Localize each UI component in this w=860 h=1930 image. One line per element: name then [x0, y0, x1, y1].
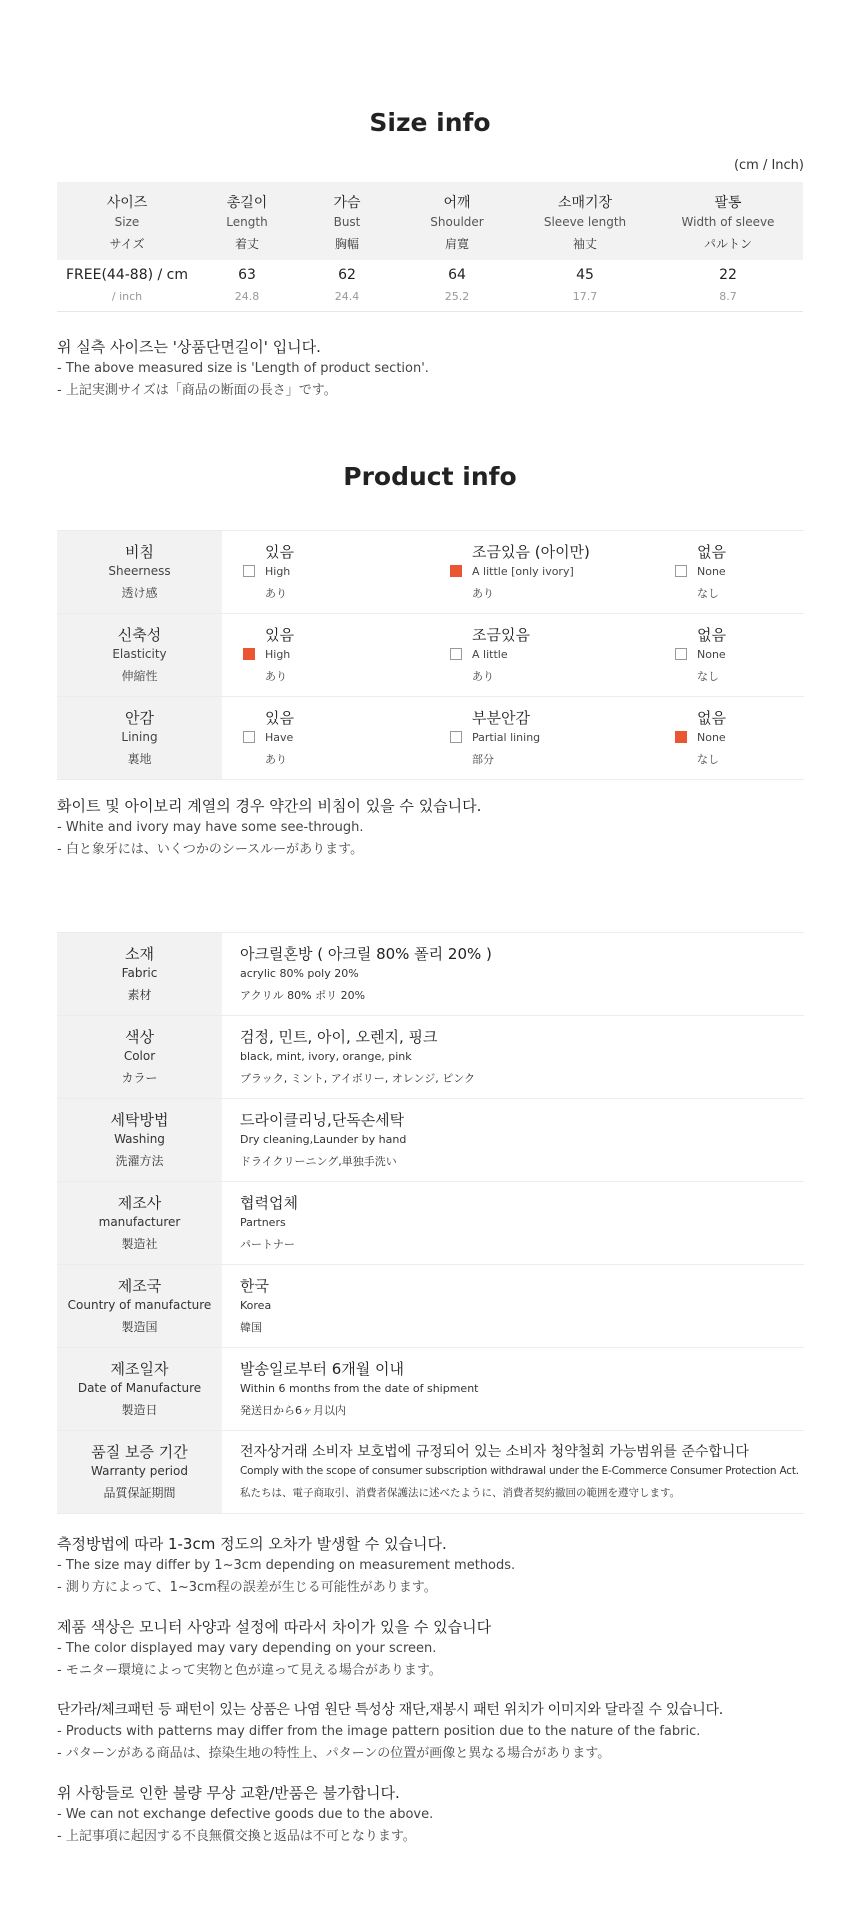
- notice-exchange: [57, 1782, 433, 1848]
- label-en: Warranty period: [91, 1464, 188, 1478]
- size-cell: [517, 260, 653, 312]
- option-ko: 없음: [697, 543, 726, 561]
- notice-color: [57, 1616, 491, 1682]
- value-jp: 韓国: [240, 1321, 262, 1334]
- size-header-shoulder: [397, 182, 517, 260]
- note-line: - モニター環境によって実物と色が違って見える場合があります。: [57, 1663, 442, 1678]
- option-en: A little [only ivory]: [472, 565, 574, 578]
- label-ko: 신축성: [117, 626, 162, 644]
- size-cell: [197, 260, 297, 312]
- product-info-row-sheerness: [57, 531, 804, 614]
- note-line: - 白と象牙には、いくつかのシースルーがあります。: [57, 842, 364, 857]
- option-ko: 조금있음: [472, 626, 530, 644]
- product-info-row-lining: [57, 697, 804, 780]
- checkbox-icon: [675, 565, 687, 577]
- option-en: None: [697, 648, 726, 661]
- checkbox-icon: [450, 731, 462, 743]
- label-en: Color: [123, 1049, 156, 1063]
- header-ko: 총길이: [226, 195, 268, 211]
- size-note: [57, 336, 429, 402]
- value-en: Partners: [240, 1216, 286, 1229]
- detail-row-warranty: [57, 1431, 804, 1514]
- size-header-length: [197, 182, 297, 260]
- option-jp: あり: [265, 670, 287, 683]
- value-en: Dry cleaning,Launder by hand: [240, 1133, 407, 1146]
- value-ko: 아크릴혼방 ( 아크릴 80% 폴리 20% ): [240, 945, 492, 963]
- label-ko: 색상: [125, 1028, 154, 1046]
- label-ko: 세탁방법: [110, 1111, 169, 1129]
- row-label: [57, 697, 222, 779]
- note-line: - 上記事項に起因する不良無償交換と返品は不可となります。: [57, 1829, 416, 1844]
- note-head: 화이트 및 아이보리 계열의 경우 약간의 비침이 있을 수 있습니다.: [57, 797, 482, 815]
- header-jp: 袖丈: [572, 237, 597, 251]
- label-jp: 伸縮性: [121, 669, 158, 683]
- value-en: Korea: [240, 1299, 272, 1312]
- label-jp: 製造日: [121, 1403, 158, 1417]
- option-jp: なし: [697, 753, 719, 766]
- label-en: Sheerness: [108, 564, 171, 578]
- detail-row-color: [57, 1016, 804, 1099]
- label-jp: 品質保証期間: [103, 1486, 176, 1500]
- detail-row-manufacturer: [57, 1182, 804, 1265]
- size-cell: [653, 260, 803, 312]
- option: [675, 614, 795, 696]
- option-en: Partial lining: [472, 731, 541, 744]
- value-ko: 한국: [240, 1277, 269, 1295]
- note-line: - Products with patterns may differ from the image pattern position due to the nature of the fabric.: [57, 1724, 701, 1739]
- header-jp: パルトン: [703, 237, 752, 251]
- label-ko: 소재: [125, 945, 154, 963]
- label-jp: カラー: [121, 1071, 158, 1085]
- option: [243, 531, 443, 613]
- option: [450, 614, 650, 696]
- row-label: [57, 1431, 222, 1513]
- row-label: [57, 531, 222, 613]
- row-label: [57, 933, 222, 1015]
- label-ko: 제조국: [117, 1277, 162, 1295]
- value-ko: 협력업체: [240, 1194, 298, 1212]
- label-en: Date of Manufacture: [77, 1381, 202, 1395]
- value-jp: ドライクリーニング,単独手洗い: [240, 1155, 397, 1168]
- notice-measurement: [57, 1533, 515, 1599]
- option-en: None: [697, 731, 726, 744]
- label-en: Elasticity: [112, 647, 167, 661]
- cell-inch: 17.7: [572, 290, 598, 303]
- note-line: - The color displayed may vary depending on your screen.: [57, 1641, 437, 1656]
- row-label: [57, 1016, 222, 1098]
- cell-inch: 24.4: [334, 290, 360, 303]
- label-en: manufacturer: [98, 1215, 181, 1229]
- detail-row-date: [57, 1348, 804, 1431]
- option-jp: なし: [697, 670, 719, 683]
- value-jp: 私たちは、電子商取引、消費者保護法に述べたように、消費者契約撤回の範囲を遵守します。: [240, 1487, 681, 1499]
- option-ko: 조금있음 (아이만): [472, 543, 590, 561]
- note-head: 측정방법에 따라 1-3cm 정도의 오차가 발생할 수 있습니다.: [57, 1535, 447, 1553]
- option-ko: 없음: [697, 626, 726, 644]
- option: [450, 531, 650, 613]
- label-ko: 비침: [125, 543, 154, 561]
- row-value: [240, 1348, 804, 1430]
- cell-inch: 8.7: [719, 290, 737, 303]
- cell-cm: 22: [719, 267, 737, 283]
- size-header-size: [57, 182, 197, 260]
- label-jp: 素材: [127, 988, 152, 1002]
- value-ko: 발송일로부터 6개월 이내: [240, 1360, 404, 1378]
- row-value: [240, 1431, 804, 1513]
- label-ko: 제조일자: [110, 1360, 169, 1378]
- option-en: High: [265, 648, 291, 661]
- size-cell: [57, 260, 197, 312]
- size-header-sleeve-width: [653, 182, 803, 260]
- note-line: - 測り方によって、1~3cm程の誤差が生じる可能性があります。: [57, 1580, 437, 1595]
- size-table: [57, 182, 803, 312]
- note-head: 제품 색상은 모니터 사양과 설정에 따라서 차이가 있을 수 있습니다: [57, 1618, 492, 1636]
- value-jp: ブラック, ミント, アイボリー, オレンジ, ピンク: [240, 1072, 475, 1085]
- option-en: Have: [265, 731, 294, 744]
- option-jp: あり: [472, 670, 494, 683]
- option-jp: あり: [265, 587, 287, 600]
- sheerness-note: [57, 795, 481, 861]
- value-ko: 드라이클리닝,단독손세탁: [240, 1111, 405, 1129]
- label-ko: 품질 보증 기간: [91, 1443, 188, 1461]
- cell-inch: 24.8: [234, 290, 260, 303]
- note-line: - The size may differ by 1~3cm depending on measurement methods.: [57, 1558, 516, 1573]
- cell-cm: 62: [338, 267, 356, 283]
- checkbox-icon: [243, 565, 255, 577]
- note-line: - White and ivory may have some see-through.: [57, 820, 364, 835]
- cell-cm: 45: [576, 267, 594, 283]
- value-en: Comply with the scope of consumer subscription withdrawal under the E-Commerce Consumer Protection Act.: [240, 1465, 799, 1477]
- detail-row-fabric: [57, 933, 804, 1016]
- checkbox-icon: [450, 565, 462, 577]
- option-ko: 부분안감: [472, 709, 530, 727]
- size-table-row: [57, 260, 803, 312]
- header-ko: 어깨: [443, 195, 471, 211]
- header-ko: 가슴: [333, 195, 361, 211]
- header-en: Shoulder: [430, 215, 484, 229]
- row-value: [240, 1265, 804, 1347]
- header-en: Size: [114, 215, 140, 229]
- size-header-sleeve-length: [517, 182, 653, 260]
- row-label: [57, 1348, 222, 1430]
- header-ko: 소매기장: [557, 195, 613, 211]
- row-label: [57, 1182, 222, 1264]
- label-jp: 製造国: [121, 1320, 158, 1334]
- detail-row-washing: [57, 1099, 804, 1182]
- notice-pattern: [57, 1699, 723, 1765]
- checkbox-icon: [675, 731, 687, 743]
- value-jp: 発送日から6ヶ月以内: [240, 1404, 346, 1417]
- header-jp: サイズ: [109, 237, 145, 251]
- size-info-title: Size info: [369, 108, 491, 137]
- header-en: Sleeve length: [543, 215, 627, 229]
- option-ko: 없음: [697, 709, 726, 727]
- value-jp: アクリル 80% ポリ 20%: [240, 989, 366, 1002]
- size-cell: [397, 260, 517, 312]
- option-jp: あり: [265, 753, 287, 766]
- value-ko: 검정, 민트, 아이, 오렌지, 핑크: [240, 1028, 438, 1046]
- header-en: Width of sleeve: [681, 215, 775, 229]
- checkbox-icon: [243, 648, 255, 660]
- cell-cm: FREE(44-88) / cm: [65, 267, 189, 283]
- note-head: 단가라/체크패턴 등 패턴이 있는 상품은 나염 원단 특성상 재단,재봉시 패턴 위치가 이미지와 달라질 수 있습니다.: [57, 1702, 723, 1718]
- product-info-title: Product info: [343, 462, 517, 491]
- option-en: High: [265, 565, 291, 578]
- label-jp: 製造社: [121, 1237, 158, 1251]
- value-en: black, mint, ivory, orange, pink: [240, 1050, 412, 1063]
- checkbox-icon: [450, 648, 462, 660]
- option-ko: 있음: [265, 626, 294, 644]
- header-jp: 着丈: [234, 237, 259, 251]
- checkbox-icon: [675, 648, 687, 660]
- product-info-row-elasticity: [57, 614, 804, 697]
- details-table: [57, 932, 804, 1514]
- label-ko: 제조사: [117, 1194, 162, 1212]
- label-en: Lining: [121, 730, 158, 744]
- label-jp: 裏地: [127, 752, 152, 766]
- label-ko: 안감: [125, 709, 154, 727]
- header-en: Length: [226, 215, 268, 229]
- note-head: 위 실측 사이즈는 '상품단면길이' 입니다.: [57, 338, 321, 356]
- size-cell: [297, 260, 397, 312]
- value-ko: 전자상거래 소비자 보호법에 규정되어 있는 소비자 청약철회 가능범위를 준수합니다: [240, 1444, 749, 1460]
- header-ko: 사이즈: [106, 195, 148, 211]
- option-en: A little: [472, 648, 508, 661]
- value-en: acrylic 80% poly 20%: [240, 967, 359, 980]
- header-ko: 팔통: [714, 195, 742, 211]
- product-info-table: [57, 530, 804, 780]
- header-jp: 肩寛: [444, 237, 469, 251]
- row-label: [57, 1099, 222, 1181]
- cell-inch: 25.2: [444, 290, 470, 303]
- cell-inch: / inch: [111, 290, 143, 303]
- size-header-bust: [297, 182, 397, 260]
- option-jp: あり: [472, 587, 494, 600]
- label-en: Washing: [114, 1132, 165, 1146]
- row-value: [240, 1099, 804, 1181]
- option-ko: 있음: [265, 543, 294, 561]
- row-value: [240, 1016, 804, 1098]
- option-jp: 部分: [472, 753, 494, 766]
- option: [675, 531, 795, 613]
- note-line: - 上記実測サイズは「商品の断面の長さ」です。: [57, 383, 337, 398]
- checkbox-icon: [243, 731, 255, 743]
- label-en: Fabric: [121, 966, 158, 980]
- label-jp: 透け感: [121, 586, 158, 600]
- option-en: None: [697, 565, 726, 578]
- value-en: Within 6 months from the date of shipment: [240, 1382, 479, 1395]
- header-jp: 胸幅: [334, 237, 359, 251]
- option: [243, 614, 443, 696]
- label-en: Country of manufacture: [67, 1298, 212, 1312]
- note-line: - The above measured size is 'Length of product section'.: [57, 361, 429, 376]
- unit-note: (cm / Inch): [733, 158, 804, 173]
- row-label: [57, 1265, 222, 1347]
- cell-cm: 63: [238, 267, 256, 283]
- cell-cm: 64: [448, 267, 466, 283]
- option-jp: なし: [697, 587, 719, 600]
- row-label: [57, 614, 222, 696]
- option: [675, 697, 795, 779]
- header-en: Bust: [333, 215, 361, 229]
- option: [450, 697, 650, 779]
- option: [243, 697, 443, 779]
- note-line: - We can not exchange defective goods due to the above.: [57, 1807, 434, 1822]
- value-jp: パートナー: [240, 1238, 295, 1251]
- note-head: 위 사항들로 인한 불량 무상 교환/반품은 불가합니다.: [57, 1784, 400, 1802]
- row-value: [240, 1182, 804, 1264]
- label-jp: 洗濯方法: [115, 1154, 164, 1168]
- detail-row-country: [57, 1265, 804, 1348]
- note-line: - パターンがある商品は、捺染生地の特性上、パターンの位置が画像と異なる場合があります。: [57, 1746, 611, 1761]
- size-table-header: [57, 182, 803, 260]
- option-ko: 있음: [265, 709, 294, 727]
- row-value: [240, 933, 804, 1015]
